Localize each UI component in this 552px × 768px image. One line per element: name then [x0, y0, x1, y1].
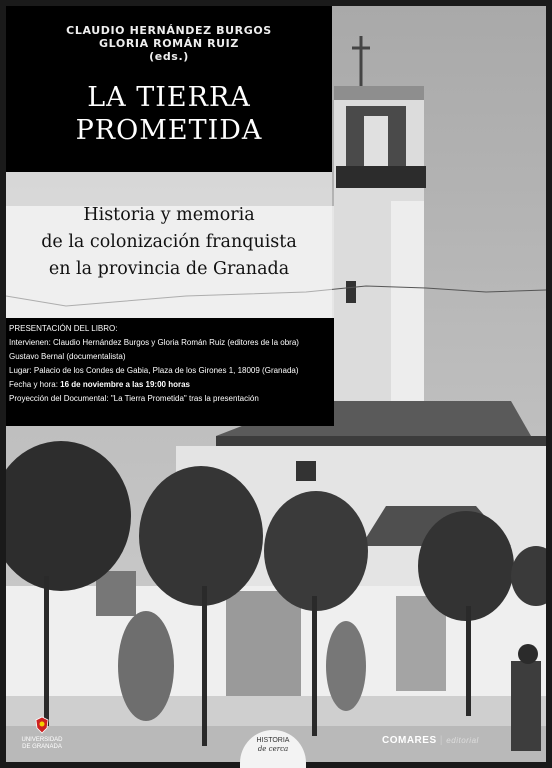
title-block [6, 6, 332, 172]
coat-of-arms-icon [34, 716, 50, 734]
event-speakers: Intervienen: Claudio Hernández Burgos y Gloria Román Ruiz (editores de la obra) [9, 338, 299, 347]
event-datetime-value: 16 de noviembre a las 19:00 horas [60, 380, 190, 389]
collection-badge: HISTORIA de cerca [240, 730, 306, 768]
event-place: Lugar: Palacio de los Condes de Gabia, Plaza de los Girones 1, 18009 (Granada) [9, 366, 299, 375]
event-screening: Proyección del Documental: "La Tierra Prometida" tras la presentación [9, 394, 259, 403]
event-info-box [6, 318, 334, 426]
event-datetime: Fecha y hora: 16 de noviembre a las 19:00 horas [9, 380, 190, 389]
subtitle-block [6, 172, 332, 318]
book-title: LA TIERRA PROMETIDA [75, 82, 263, 146]
editor-name: GLORIA ROMÁN RUIZ [99, 37, 239, 50]
event-speaker: Gustavo Bernal (documentalista) [9, 352, 126, 361]
publisher-logo: COMARES | editorial [382, 735, 479, 746]
book-subtitle: Historia y memoria de la colonización franquista en la provincia de Granada [41, 205, 297, 279]
university-logo: UNIVERSIDAD DE GRANADA [14, 716, 70, 751]
editors-note: (eds.) [149, 50, 189, 63]
editor-name: CLAUDIO HERNÁNDEZ BURGOS [66, 24, 272, 37]
event-heading: PRESENTACIÓN DEL LIBRO: [9, 324, 118, 333]
editors [6, 24, 332, 63]
